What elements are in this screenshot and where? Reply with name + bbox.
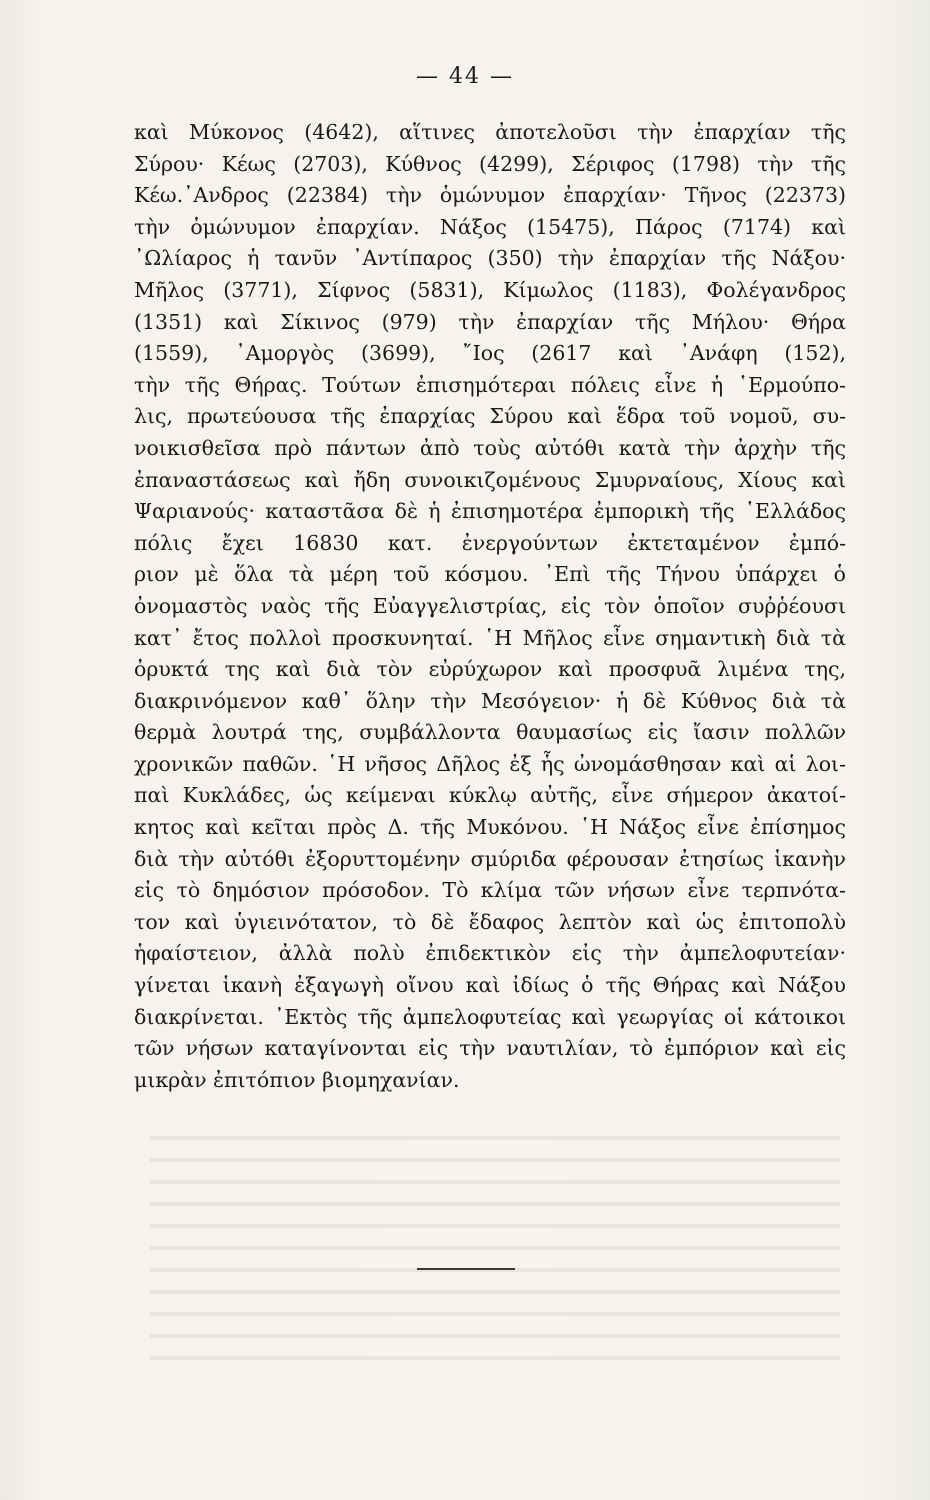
- text-line: διακρινόμενον καθ᾿ ὅλην τὴν Μεσόγειον· ἡ δὲ Κύθνος διὰ τὰ: [134, 688, 846, 713]
- text-line: τὴν τῆς Θήρας. Τούτων ἐπισημότεραι πόλεις εἶνε ἡ ῾Ερμούπο-: [134, 372, 846, 397]
- text-line: τον καὶ ὑγιεινότατον, τὸ δὲ ἔδαφος λεπτὸν καὶ ὡς ἐπιτοπολὺ: [134, 909, 846, 934]
- text-line: παὶ Κυκλάδες, ὡς κείμεναι κύκλῳ αὐτῆς, εἶνε σήμερον ἀκατοί-: [134, 783, 846, 808]
- section-divider: [417, 1268, 515, 1270]
- text-line: καὶ Μύκονος (4642), αἵτινες ἀποτελοῦσι τὴν ἐπαρχίαν τῆς: [134, 120, 846, 144]
- text-line: ᾿Ωλίαρος ἡ τανῦν ᾿Αντίπαρος (350) τὴν ἐπαρχίαν τῆς Νάξου·: [134, 246, 846, 271]
- text-line: ὀνομαστὸς ναὸς τῆς Εὐαγγελιστρίας, εἰς τὸν ὁποῖον συῤῥέουσι: [134, 593, 846, 618]
- text-line: τῶν νήσων καταγίνονται εἰς τὴν ναυτιλίαν, τὸ ἐμπόριον καὶ εἰς: [134, 1036, 846, 1061]
- text-line: διὰ τὴν αὐτόθι ἐξορυττομένην σμύριδα φέρουσαν ἐτησίως ἱκανὴν: [134, 846, 846, 871]
- text-line: διακρίνεται. ᾿Εκτὸς τῆς ἀμπελοφυτείας καὶ γεωργίας οἱ κάτοικοι: [134, 1004, 846, 1029]
- text-line: (1559), ᾿Αμοργὸς (3699), ῎Ιος (2617 καὶ ᾿Ανάφη (152),: [134, 341, 846, 366]
- text-line: ριον μὲ ὅλα τὰ μέρη τοῦ κόσμου. ᾿Επὶ τῆς Τήνου ὑπάρχει ὁ: [134, 562, 846, 587]
- text-line: χρονικῶν παθῶν. ῾Η νῆσος Δῆλος ἐξ ἧς ὠνομάσθησαν καὶ αἱ λοι-: [134, 751, 846, 776]
- page-number: — 44 —: [416, 64, 514, 89]
- text-line: κητος καὶ κεῖται πρὸς Δ. τῆς Μυκόνου. ῾Η Νάξος εἶνε ἐπίσημος: [134, 815, 846, 840]
- text-line: νοικισθεῖσα πρὸ πάντων ἀπὸ τοὺς αὐτόθι κατὰ τὴν ἀρχὴν τῆς: [134, 435, 846, 460]
- text-line: εἰς τὸ δημόσιον πρόσοδον. Τὸ κλίμα τῶν νήσων εἶνε τερπνότα-: [134, 878, 846, 903]
- body-text: [134, 117, 846, 1096]
- text-line: κατ᾿ ἔτος πολλοὶ προσκυνηταί. ῾Η Μῆλος εἶνε σημαντικὴ διὰ τὰ: [134, 625, 846, 650]
- text-line: ἡφαίστειον, ἀλλὰ πολὺ ἐπιδεκτικὸν εἰς τὴν ἀμπελοφυτείαν·: [134, 941, 846, 966]
- text-line: μικρὰν ἐπιτόπιον βιομηχανίαν.: [134, 1067, 460, 1092]
- text-line: Ψαριανούς· καταστᾶσα δὲ ἡ ἐπισημοτέρα ἐμπορικὴ τῆς ῾Ελλάδος: [134, 499, 846, 524]
- show-through-text: [150, 1118, 840, 1368]
- text-line: θερμὰ λουτρά της, συμβάλλοντα θαυμασίως εἰς ἴασιν πολλῶν: [134, 720, 846, 745]
- text-line: Κέω.᾿Ανδρος (22384) τὴν ὁμώνυμον ἐπαρχίαν· Τῆνος (22373): [134, 183, 846, 208]
- text-line: πόλις ἔχει 16830 κατ. ἐνεργούντων ἐκτεταμένον ἐμπό-: [134, 530, 846, 555]
- text-line: γίνεται ἱκανὴ ἐξαγωγὴ οἴνου καὶ ἰδίως ὁ τῆς Θήρας καὶ Νάξου: [134, 973, 846, 998]
- text-line: (1351) καὶ Σίκινος (979) τὴν ἐπαρχίαν τῆς Μήλου· Θήρα: [134, 309, 846, 334]
- text-line: ἐπαναστάσεως καὶ ἤδη συνοικιζομένους Σμυρναίους, Χίους καὶ: [134, 467, 846, 492]
- text-line: Σύρου· Κέως (2703), Κύθνος (4299), Σέριφος (1798) τὴν τῆς: [134, 151, 846, 176]
- text-line: τὴν ὁμώνυμον ἐπαρχίαν. Νάξος (15475), Πάρος (7174) καὶ: [134, 214, 846, 239]
- text-line: λις, πρωτεύουσα τῆς ἐπαρχίας Σύρου καὶ ἕδρα τοῦ νομοῦ, συ-: [134, 404, 846, 429]
- text-line: ὀρυκτά της καὶ διὰ τὸν εὐρύχωρον καὶ προσφυᾶ λιμένα της,: [134, 657, 846, 682]
- text-line: Μῆλος (3771), Σίφνος (5831), Κίμωλος (1183), Φολέγανδρος: [134, 277, 846, 302]
